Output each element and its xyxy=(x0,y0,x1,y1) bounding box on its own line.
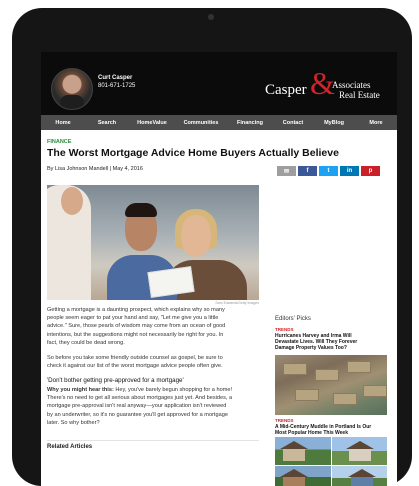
paragraph-line: later. So why bother? xyxy=(47,419,261,427)
sidebar-tag-1[interactable]: TRENDS xyxy=(275,327,294,332)
paragraph-line: Getting a mortgage is a daunting prospect, which explains why so many xyxy=(47,306,261,314)
house-roof xyxy=(348,469,376,477)
flooded-house xyxy=(363,385,387,397)
collage-tile xyxy=(275,437,331,465)
article-subhead: 'Don't bother getting pre-approved for a mortgage' xyxy=(47,377,184,384)
paragraph-line: There's no need to get all serious about mortgages just yet. And besides, a xyxy=(47,394,261,402)
paragraph-line: by an underwriter, so it's no guarantee you'll get approved for a mortgage xyxy=(47,411,261,419)
nav-home[interactable]: Home xyxy=(41,120,85,126)
paragraph-line: people seem eager to pat your hand and say, "Let me give you a little xyxy=(47,314,261,322)
paragraph-line: fact, they could be dead wrong. xyxy=(47,339,261,347)
logo-real-estate: Real Estate xyxy=(339,90,380,100)
nav-search[interactable]: Search xyxy=(85,120,129,126)
site-header xyxy=(41,52,397,115)
house-shape xyxy=(351,477,373,486)
email-icon: ✉ xyxy=(284,168,289,175)
why-label: Why you might hear this: xyxy=(47,387,114,393)
flooded-neighborhood-image[interactable] xyxy=(275,355,387,415)
sidebar-title-line: A Mid-Century Muddle in Portland Is Our xyxy=(275,424,391,430)
logo-casper: Casper xyxy=(265,82,307,99)
flooded-house xyxy=(333,393,357,405)
sidebar-title-line: Hurricanes Harvey and Irma Will xyxy=(275,333,391,339)
sidebar-tag-2[interactable]: TRENDS xyxy=(275,418,294,423)
twitter-icon: t xyxy=(328,168,330,174)
sidebar-title-line: Damage Property Values Too? xyxy=(275,345,391,351)
nav-more[interactable]: More xyxy=(355,120,397,126)
paragraph-line: intentions, but the suggestions might not necessarily be right for you. In xyxy=(47,331,261,339)
email-share-button[interactable] xyxy=(277,166,296,176)
hero-man-hair xyxy=(125,203,157,217)
sidebar-title-line: Devastate Lives. Will They Forever xyxy=(275,339,391,345)
logo-associates: Associates xyxy=(332,80,371,90)
paragraph-line: mortgage pre-approval isn't real anyway—your application isn't reviewed xyxy=(47,402,261,410)
camera-dot xyxy=(208,14,214,20)
linkedin-icon: in xyxy=(347,168,352,174)
tablet-frame xyxy=(12,8,412,486)
flooded-house xyxy=(295,389,319,401)
house-shape xyxy=(283,449,305,461)
flooded-house xyxy=(315,369,339,381)
paragraph-line-rest: Hey, you've barely begun shopping for a home! xyxy=(114,387,232,393)
collage-tile xyxy=(332,466,388,486)
agent-phone[interactable]: 801-671-1725 xyxy=(98,83,135,89)
mid-century-home-collage[interactable] xyxy=(275,437,387,486)
nav-homevalue[interactable]: HomeValue xyxy=(129,120,175,126)
sidebar-title-1[interactable] xyxy=(275,333,391,351)
article-paragraph-2 xyxy=(47,354,261,370)
main-nav xyxy=(41,115,397,130)
section-divider xyxy=(47,440,259,441)
twitter-share-button[interactable] xyxy=(319,166,338,176)
article-byline: By Lisa Johnson Mandell | May 4, 2016 xyxy=(47,166,143,172)
hero-person-left-head xyxy=(61,187,83,215)
hero-image xyxy=(47,185,259,300)
agent-name: Curt Casper xyxy=(98,75,132,81)
house-shape xyxy=(283,477,305,486)
sidebar-title-line: Most Popular Home This Week xyxy=(275,430,391,436)
collage-tile xyxy=(332,437,388,465)
house-shape xyxy=(349,449,371,461)
editors-picks-heading: Editors' Picks xyxy=(275,316,311,322)
sidebar-title-2[interactable] xyxy=(275,424,391,436)
image-credit: Sam Edwards/Getty Images xyxy=(47,301,259,305)
paragraph-line xyxy=(47,386,261,394)
linkedin-share-button[interactable] xyxy=(340,166,359,176)
collage-tile xyxy=(275,466,331,486)
facebook-icon: f xyxy=(307,168,309,174)
facebook-share-button[interactable] xyxy=(298,166,317,176)
paragraph-line: advice." Sure, those pearls of wisdom may come from an ocean of good xyxy=(47,322,261,330)
flooded-house xyxy=(347,361,371,373)
nav-myblog[interactable]: MyBlog xyxy=(313,120,355,126)
related-articles-heading: Related Articles xyxy=(47,444,92,450)
pinterest-icon: p xyxy=(369,168,373,174)
article-paragraph-1 xyxy=(47,306,261,347)
agent-avatar xyxy=(51,68,93,110)
pinterest-share-button[interactable] xyxy=(361,166,380,176)
article-paragraph-3 xyxy=(47,386,261,427)
nav-communities[interactable]: Communities xyxy=(175,120,227,126)
house-roof xyxy=(280,441,308,449)
house-roof xyxy=(346,441,374,449)
screen xyxy=(41,52,397,486)
paragraph-line: So before you take some friendly outside counsel as gospel, be sure to xyxy=(47,354,261,362)
article-category[interactable]: FINANCE xyxy=(47,139,71,145)
hero-woman-face xyxy=(181,215,211,257)
nav-financing[interactable]: Financing xyxy=(227,120,273,126)
logo-ampersand: & xyxy=(310,67,335,99)
flooded-house xyxy=(283,363,307,375)
paragraph-line: check it against our list of the worst mortgage advice people often give. xyxy=(47,362,261,370)
house-roof xyxy=(280,469,308,477)
article-title: The Worst Mortgage Advice Home Buyers Actually Believe xyxy=(47,147,387,159)
nav-contact[interactable]: Contact xyxy=(273,120,313,126)
